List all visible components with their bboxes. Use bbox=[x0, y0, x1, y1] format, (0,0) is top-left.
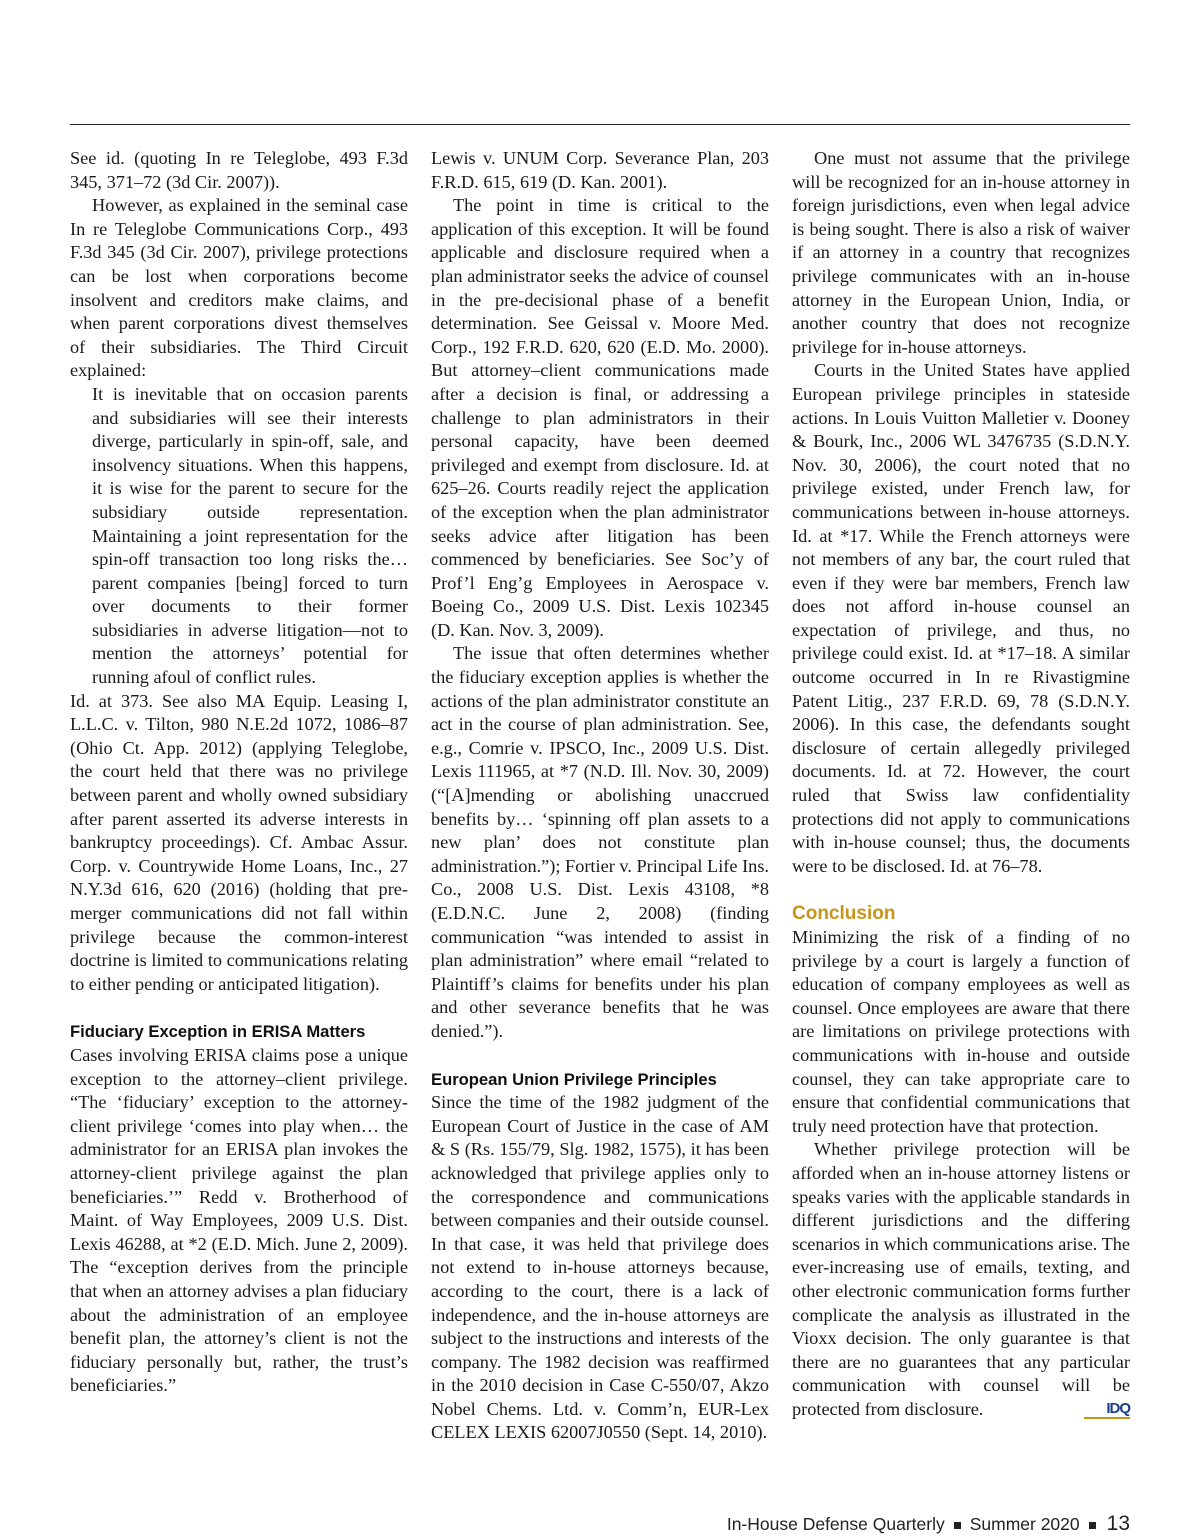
column-3 bbox=[792, 147, 1130, 1421]
paragraph: Id. at 373. See also MA Equip. Leasing I, L.L.C. v. Tilton, 980 N.E.2d 1072, 1086–87 (Ohio Ct. App. 2012) (applying Teleglobe, the court held that there was no privilege between parent and wholly owned subsidiary after parent asserted its adverse interests in bankruptcy proceedings). Cf. Ambac Assur. Corp. v. Countrywide Home Loans, Inc., 27 N.Y.3d 616, 620 (2016) (holding that pre-merger communications did not fall within privilege because the common-interest doctrine is limited to communications relating to either pending or anticipated litigation). bbox=[70, 690, 408, 994]
paragraph: The point in time is critical to the application of this exception. It will be found applicable and disclosure required when a plan administrator seeks the advice of counsel in the pre-decisional phase of a benefit determination. See Geissal v. Moore Med. Corp., 192 F.R.D. 620, 620 (E.D. Mo. 2000). But attorney–client communications made after a decision is final, or addressing a challenge to plan administrators in their personal capacity, have been deemed privileged and exempt from disclosure. Id. at 625–26. Courts readily reject the application of the exception when the plan administrator seeks advice after litigation has been commenced by beneficiaries. See Soc’y of Prof’l Eng’g Employees in Aerospace v. Boeing Co., 2009 U.S. Dist. Lexis 102345 (D. Kan. Nov. 3, 2009). bbox=[431, 195, 769, 640]
section-heading-eu: European Union Privilege Principles bbox=[431, 1069, 717, 1089]
separator-square-icon bbox=[1089, 1522, 1096, 1529]
paragraph: Lewis v. UNUM Corp. Severance Plan, 203 F.R.D. 615, 619 (D. Kan. 2001). bbox=[431, 148, 769, 192]
page-number: 13 bbox=[1106, 1512, 1130, 1535]
paragraph: See id. (quoting In re Teleglobe, 493 F.3d 345, 371–72 (3d Cir. 2007)). bbox=[70, 148, 408, 192]
paragraph: Since the time of the 1982 judgment of the European Court of Justice in the case of AM & S (Rs. 155/79, Slg. 1982, 1575), it has been acknowledged that privilege applies only to the correspondence and communications between companies and their outside counsel. In that case, it was held that privilege does not extend to in-house attorneys because, according to the court, there is a lack of independence, and the in-house attorneys are subject to the instructions and interests of the company. The 1982 decision was reaffirmed in the 2010 decision in Case C-550/07, Akzo Nobel Chems. Ltd. v. Comm’n, EUR-Lex CELEX LEXIS 62007J0550 (Sept. 14, 2010). bbox=[431, 1092, 769, 1443]
block-quote: It is inevitable that on occasion parents and subsidiaries will see their interests diverge, particularly in spin-off, sale, and insolvency situations. When this happens, it is wise for the parent to secure for the subsidiary outside representation. Maintaining a joint representation for the spin-off transaction too long risks the… parent companies [being] forced to turn over documents to their former subsidiaries in adverse litigation—not to mention the attorneys’ potential for running afoul of conflict rules. bbox=[92, 383, 408, 688]
column-2 bbox=[431, 147, 769, 1445]
end-mark-logo: IDQ bbox=[1084, 1401, 1130, 1419]
paragraph: Minimizing the risk of a finding of no privilege by a court is largely a function of education of company employees as well as counsel. Once employees are aware that there are limitations on privilege protections with communications with in-house and outside counsel, they can take appropriate care to ensure that confidential communications that truly need protection have that protection. bbox=[792, 927, 1130, 1136]
paragraph-text: Whether privilege protection will be afforded when an in-house attorney listens or speaks varies with the applicable standards in different jurisdictions and the differing scenarios in which communications arise. The ever-increasing use of emails, texting, and other electronic communication forms further complicate the analysis as illustrated in the Vioxx decision. The only guarantee is that there are no guarantees that any particular communication with counsel will be protected from disclosure. bbox=[792, 1139, 1130, 1419]
page-footer bbox=[727, 1512, 1130, 1536]
top-rule bbox=[70, 124, 1130, 125]
paragraph: Cases involving ERISA claims pose a unique exception to the attorney–client privilege. “The ‘fiduciary’ exception to the attorney-client privilege ‘comes into play when… the administrator for an ERISA plan invokes the attorney-client privilege against the plan beneficiaries.’” Redd v. Brotherhood of Maint. of Way Employees, 2009 U.S. Dist. Lexis 46288, at *2 (E.D. Mich. June 2, 2009). The “exception derives from the principle that when an attorney advises a plan fiduciary about the administration of an employee benefit plan, the attorney’s client is not the fiduciary personally but, rather, the trust’s beneficiaries.” bbox=[70, 1044, 408, 1396]
column-1 bbox=[70, 147, 408, 1398]
section-heading-conclusion: Conclusion bbox=[792, 903, 896, 925]
publication-name: In-House Defense Quarterly bbox=[726, 1514, 945, 1534]
section-heading-fiduciary: Fiduciary Exception in ERISA Matters bbox=[70, 1022, 366, 1042]
paragraph: One must not assume that the privilege will be recognized for an in-house attorney in foreign jurisdictions, even when legal advice is being sought. There is also a risk of waiver if an attorney in a country that recognizes privilege communicates with an in-house attorney in the European Union, India, or another country that does not recognize privilege for in-house attorneys. bbox=[792, 148, 1130, 357]
issue-date: Summer 2020 bbox=[969, 1514, 1080, 1534]
paragraph: Courts in the United States have applied European privilege principles in stateside actions. In Louis Vuitton Malletier v. Dooney & Bourk, Inc., 2006 WL 3476735 (S.D.N.Y. Nov. 30, 2006), the court noted that no privilege existed, under French law, for communications between in-house attorneys. Id. at *17. While the French attorneys were not members of any bar, the court ruled that even if they were bar members, French law does not afford in-house counsel an expectation of privilege, and thus, no privilege could exist. Id. at *17–18. A similar outcome occurred in In re Rivastigmine Patent Litig., 237 F.R.D. 69, 78 (S.D.N.Y. 2006). In this case, the defendants sought disclosure of certain allegedly privileged documents. Id. at 72. However, the court ruled that Swiss law confidentiality protections did not apply to communications with in-house counsel; thus, the documents were to be disclosed. Id. at 76–78. bbox=[792, 360, 1130, 876]
paragraph bbox=[792, 1138, 1130, 1421]
paragraph: However, as explained in the seminal case In re Teleglobe Communications Corp., 493 F.3d 345 (3d Cir. 2007), privilege protections can be lost when corporations become insolvent and creditors make claims, and when parent corporations divest themselves of their subsidiaries. The Third Circuit explained: bbox=[70, 195, 408, 381]
separator-square-icon bbox=[954, 1522, 961, 1529]
paragraph: The issue that often determines whether the fiduciary exception applies is whether the actions of the plan administrator constitute an act in the course of plan administration. See, e.g., Comrie v. IPSCO, Inc., 2009 U.S. Dist. Lexis 111965, at *7 (N.D. Ill. Nov. 30, 2009) (“[A]mending or abolishing unaccrued benefits by… ‘spinning off plan assets to a new plan’ does not constitute plan administration.”); Fortier v. Principal Life Ins. Co., 2008 U.S. Dist. Lexis 43108, *8 (E.D.N.C. June 2, 2008) (finding communication “was intended to assist in plan administration” where email “related to Plaintiff’s claims for benefits under his plan and other severance benefits that he was denied.”). bbox=[431, 643, 769, 1041]
